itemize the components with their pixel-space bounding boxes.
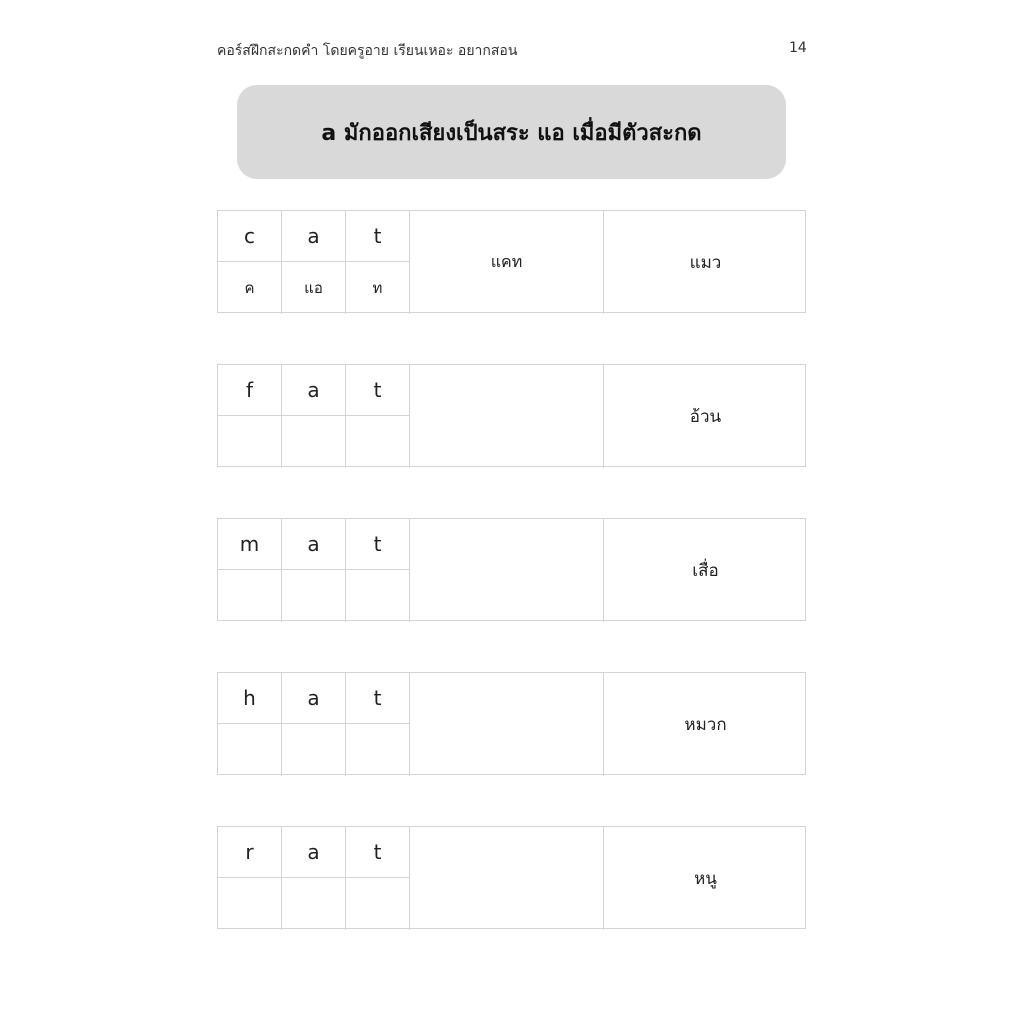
thai-letter-1[interactable] <box>218 416 282 468</box>
meaning-cell: เสื่อ <box>692 561 719 581</box>
thai-letter-1[interactable] <box>218 724 282 776</box>
english-letter-3: t <box>346 211 410 262</box>
thai-letter-3[interactable] <box>346 570 410 622</box>
worksheet-row-fat <box>217 364 806 467</box>
thai-letter-3[interactable] <box>346 878 410 930</box>
english-letter-2: a <box>282 365 346 416</box>
english-letter-1: c <box>218 211 282 262</box>
worksheet-row-rat <box>217 826 806 929</box>
english-letter-1: f <box>218 365 282 416</box>
english-letter-3: t <box>346 827 410 878</box>
title-banner <box>237 85 786 179</box>
english-letter-1: h <box>218 673 282 724</box>
english-letter-3: t <box>346 365 410 416</box>
thai-letter-2[interactable] <box>282 570 346 622</box>
thai-letter-3[interactable] <box>346 724 410 776</box>
reading-cell[interactable] <box>410 365 604 468</box>
thai-letter-1[interactable] <box>218 570 282 622</box>
thai-letter-2[interactable] <box>282 416 346 468</box>
english-letter-1: m <box>218 519 282 570</box>
page-title: a มักออกเสียงเป็นสระ แอ เมื่อมีตัวสะกด <box>321 120 702 146</box>
thai-letter-2[interactable]: แอ <box>282 262 346 314</box>
english-letter-1: r <box>218 827 282 878</box>
english-letter-2: a <box>282 827 346 878</box>
meaning-cell: หนู <box>694 869 717 889</box>
page-header: คอร์สฝึกสะกดคำ โดยครูอาย เรียนเหอะ อยากสอน <box>217 43 518 59</box>
page-number: 14 <box>789 40 807 56</box>
meaning-cell: แมว <box>689 253 722 273</box>
worksheet-row-hat <box>217 672 806 775</box>
worksheet-row-cat <box>217 210 806 313</box>
english-letter-2: a <box>282 673 346 724</box>
english-letter-2: a <box>282 519 346 570</box>
reading-cell[interactable] <box>410 827 604 930</box>
reading-cell[interactable] <box>410 519 604 622</box>
thai-letter-3[interactable]: ท <box>346 262 410 314</box>
meaning-cell: หมวก <box>684 715 727 735</box>
thai-letter-2[interactable] <box>282 724 346 776</box>
thai-letter-2[interactable] <box>282 878 346 930</box>
meaning-cell: อ้วน <box>689 407 722 427</box>
reading-cell[interactable]: แคท <box>410 211 604 314</box>
worksheet-row-mat <box>217 518 806 621</box>
thai-letter-1[interactable] <box>218 878 282 930</box>
thai-letter-3[interactable] <box>346 416 410 468</box>
english-letter-3: t <box>346 519 410 570</box>
english-letter-3: t <box>346 673 410 724</box>
reading-cell[interactable] <box>410 673 604 776</box>
english-letter-2: a <box>282 211 346 262</box>
thai-letter-1[interactable]: ค <box>218 262 282 314</box>
